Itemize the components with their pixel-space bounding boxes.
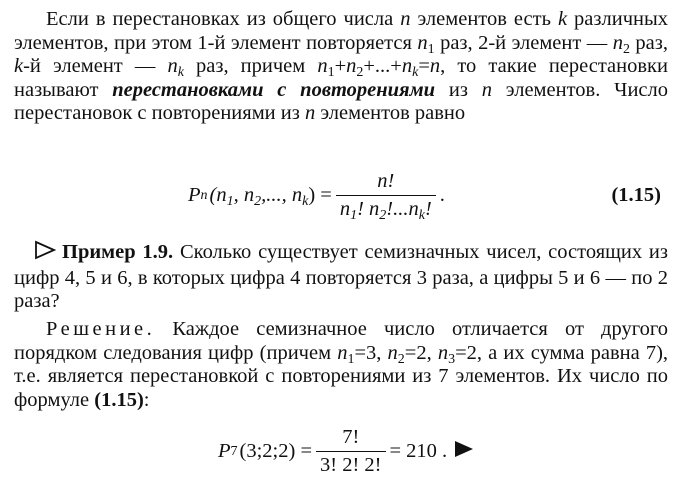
triangle-filled-icon [453,439,475,465]
equation-number: (1.15) [611,184,661,206]
formula-final: P 7 (3;2;2) = $\frac{7!}{3! 2! 2!}$ = 210 . [218,426,475,477]
final-fraction: $\frac{7!}{3! 2! 2!}$ [316,426,385,477]
triangle-outline-icon [24,240,56,267]
example-paragraph: Пример 1.9. Сколько существует семизначных чисел, состоящих из цифр 4, 5 и 6, в которых цифра 4 повторяется 3 раза, а цифры 5 и 6 — по 2 раза? [14,241,668,312]
example-label: Пример 1.9. [62,241,174,263]
definition-paragraph: Если в перестановках из общего числа n элементов есть k различных элементов, при этом 1-й элемент повторяется $n_1$ раз, 2-й элемент — $n_2$ раз, k-й элемент — $n_k$ раз, причем $n_1+n_2+...+n_k=n$, то такие перестановки называют перестановками с повторениями из n элементов. Число перестановок с повторениями из n элементов равно [14,8,669,124]
term-highlight: перестановками с повторениями [112,78,436,101]
solution-label: Решение. [46,318,156,340]
formula-1-15: P n ($n_1$, $n_2$,..., $n_k$ ) = $\frac{n!}{n_1! n_2!...n_k!}$ . [188,170,445,223]
solution-paragraph: Решение. Каждое семизначное число отличается от другого порядком следования цифр (причем $n_1=3$, $n_2=2$, $n_3=2$, а их сумма равна 7), т.е. является перестановкой с повторениями из 7 элементов. Их число по формуле (1.15): [14,318,669,411]
formula-fraction: $\frac{n!}{n_1! n_2!...n_k!}$ [336,170,436,221]
